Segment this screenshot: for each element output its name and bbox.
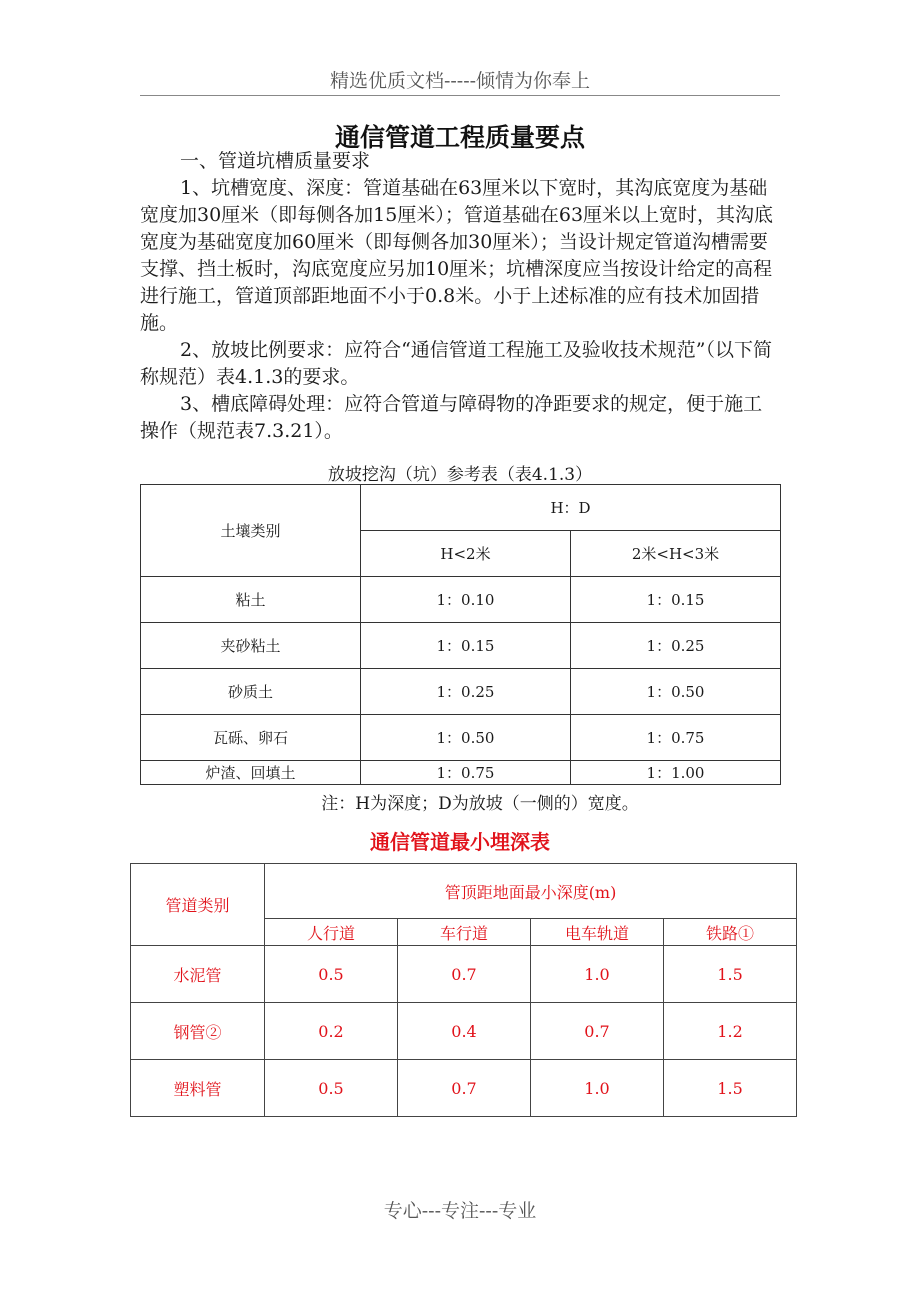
soil-cell: 砂质土 xyxy=(141,669,361,715)
column-header: 车行道 xyxy=(398,919,531,946)
value-cell: 1.5 xyxy=(664,1060,797,1117)
value-cell: 1：0.15 xyxy=(361,623,571,669)
value-cell: 0.7 xyxy=(398,946,531,1003)
table-row xyxy=(141,623,781,669)
column-header: 电车轨道 xyxy=(531,919,664,946)
value-cell: 1：0.25 xyxy=(571,623,781,669)
value-cell: 1：0.75 xyxy=(571,715,781,761)
value-cell: 1：0.50 xyxy=(571,669,781,715)
paragraph-obstacle: 3、槽底障碍处理：应符合管道与障碍物的净距要求的规定，便于施工操作（规范表7.3.21）。 xyxy=(140,393,763,442)
table-row xyxy=(141,669,781,715)
value-cell: 1：1.00 xyxy=(571,761,781,785)
pipe-type-cell: 水泥管 xyxy=(131,946,265,1003)
value-cell: 1：0.15 xyxy=(571,577,781,623)
pipe-type-header: 管道类别 xyxy=(131,864,265,946)
hd-header: H：D xyxy=(361,485,781,531)
column-header: 铁路① xyxy=(664,919,797,946)
min-depth-header: 管顶距地面最小深度(m) xyxy=(265,864,797,919)
table-row xyxy=(141,761,781,785)
column-header: H<2米 xyxy=(361,531,571,577)
soil-cell: 夹砂粘土 xyxy=(141,623,361,669)
paragraph-slope-ratio: 2、放坡比例要求：应符合“通信管道工程施工及验收技术规范”（以下简称规范）表4.1.3的要求。 xyxy=(140,339,773,388)
soil-cell: 粘土 xyxy=(141,577,361,623)
value-cell: 0.7 xyxy=(398,1060,531,1117)
paragraph-trench-width: 1、坑槽宽度、深度：管道基础在63厘米以下宽时，其沟底宽度为基础宽度加30厘米（即每侧各加15厘米）；管道基础在63厘米以上宽时，其沟底宽度为基础宽度加60厘米（即每侧各加30厘米）；当设计规定管道沟槽需要支撑、挡土板时，沟底宽度应另加10厘米；坑槽深度应当按设计给定的高程进行施工，管道顶部距地面不小于0.8米。小于上述标准的应有技术加固措施。 xyxy=(140,177,774,334)
value-cell: 1.2 xyxy=(664,1003,797,1060)
value-cell: 1.0 xyxy=(531,1060,664,1117)
header-rule xyxy=(140,95,780,96)
table-row xyxy=(141,715,781,761)
slope-table-caption: 放坡挖沟（坑）参考表（表4.1.3） xyxy=(327,465,593,485)
slope-table xyxy=(140,484,781,785)
value-cell: 0.5 xyxy=(265,946,398,1003)
depth-table xyxy=(130,863,797,1117)
table-row xyxy=(141,577,781,623)
value-cell: 1：0.50 xyxy=(361,715,571,761)
value-cell: 1.0 xyxy=(531,946,664,1003)
value-cell: 1：0.75 xyxy=(361,761,571,785)
slope-table-note: 注：H为深度；D为放坡（一侧的）宽度。 xyxy=(321,794,639,814)
body-text xyxy=(140,148,780,445)
soil-cell: 瓦砾、卵石 xyxy=(141,715,361,761)
value-cell: 0.2 xyxy=(265,1003,398,1060)
value-cell: 1.5 xyxy=(664,946,797,1003)
pipe-type-cell: 钢管② xyxy=(131,1003,265,1060)
value-cell: 0.5 xyxy=(265,1060,398,1117)
soil-type-header: 土壤类别 xyxy=(141,485,361,577)
value-cell: 0.7 xyxy=(531,1003,664,1060)
value-cell: 1：0.25 xyxy=(361,669,571,715)
column-header: 人行道 xyxy=(265,919,398,946)
section-heading: 一、管道坑槽质量要求 xyxy=(180,150,371,172)
table-row xyxy=(131,946,797,1003)
value-cell: 1：0.10 xyxy=(361,577,571,623)
value-cell: 0.4 xyxy=(398,1003,531,1060)
document-title: 通信管道工程质量要点 xyxy=(334,123,585,152)
column-header: 2米<H<3米 xyxy=(571,531,781,577)
table-row xyxy=(131,1003,797,1060)
depth-table-title: 通信管道最小埋深表 xyxy=(370,830,550,854)
page-header: 精选优质文档-----倾情为你奉上 xyxy=(329,70,591,92)
page-footer: 专心---专注---专业 xyxy=(383,1200,537,1222)
soil-cell: 炉渣、回填土 xyxy=(141,761,361,785)
table-row xyxy=(131,1060,797,1117)
pipe-type-cell: 塑料管 xyxy=(131,1060,265,1117)
